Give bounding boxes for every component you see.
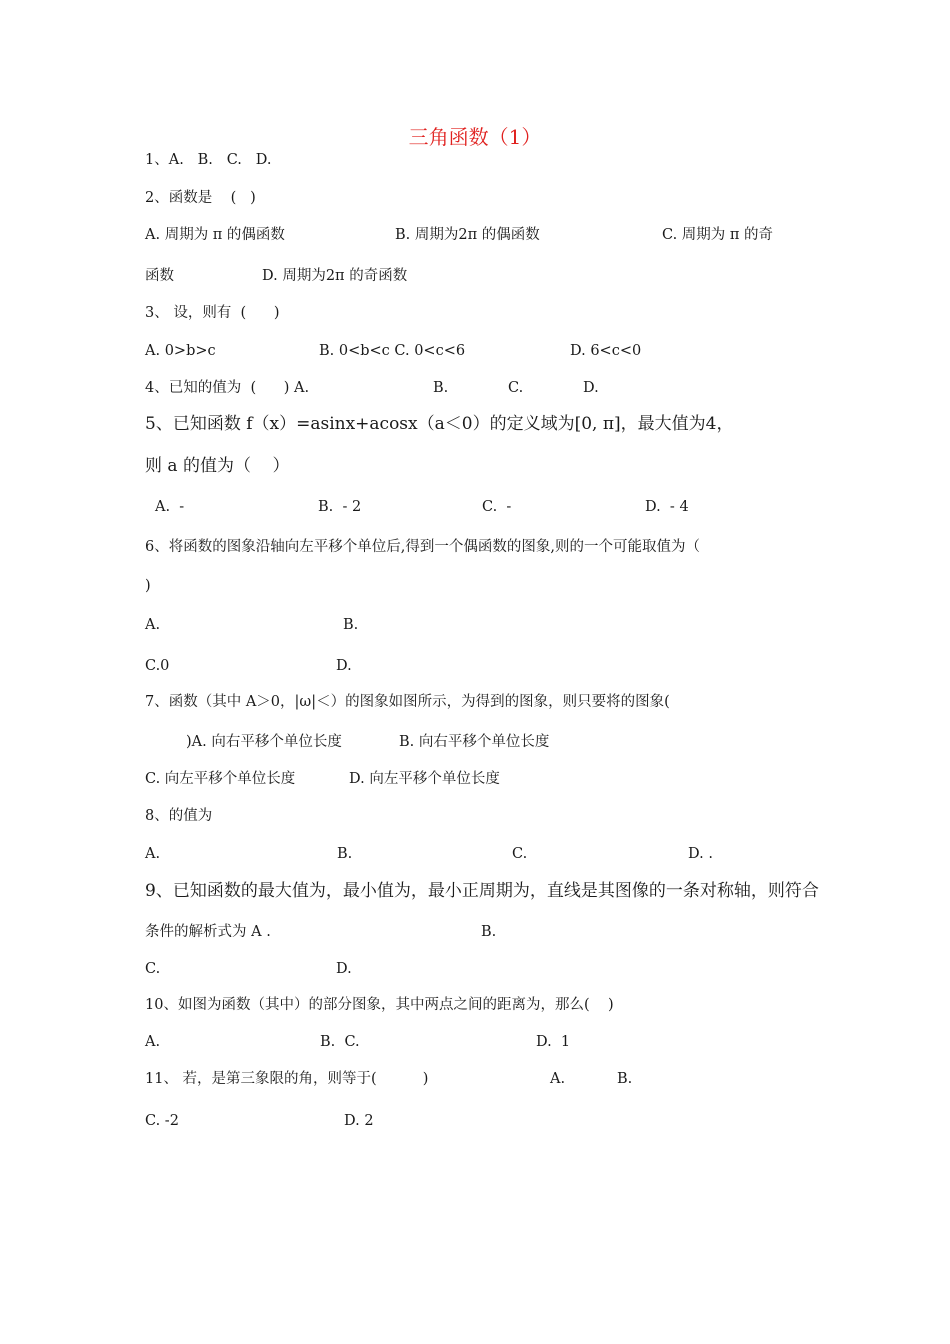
q5-text-0: 5、已知函数 f（x）=asinx+acosx（a＜0）的定义域为[0, π]，最大值为4， <box>145 414 734 434</box>
page-title: 三角函数（1） <box>408 125 542 149</box>
q9-opts-text-0: C. <box>145 961 161 977</box>
q7-text-0: 7、函数（其中 A＞0，|ω|＜）的图象如图所示，为得到的图象，则只要将的图象( <box>145 694 670 710</box>
q2-opts-text-2: C. 周期为 π 的奇 <box>662 227 774 243</box>
q5-opts-text-3: D. - 4 <box>645 499 689 515</box>
q8-opts-text-3: D. . <box>688 846 713 862</box>
q5-opts-text-0: A. - <box>155 499 185 515</box>
q9-text-0: 9、已知函数的最大值为，最小值为，最小正周期为，直线是其图像的一条对称轴，则符合 <box>145 881 819 901</box>
q2-opts2-text-1: D. 周期为2π 的奇函数 <box>262 268 408 284</box>
q2-opts2-text-0: 函数 <box>145 268 174 284</box>
q11-text-0: 11、 若，是第三象限的角，则等于( ) <box>145 1071 429 1087</box>
q7-2-text-1: B. 向右平移个单位长度 <box>399 734 550 750</box>
q3-opts-text-0: A. 0>b>c <box>145 343 216 359</box>
q10-opts-text-1: B. C. <box>320 1034 360 1050</box>
q2-opts-text-0: A. 周期为 π 的偶函数 <box>145 227 285 243</box>
q6-opts1-text-0: A. <box>145 617 161 633</box>
q1-text-0: 1、A. B. C. D. <box>145 152 272 168</box>
q11-opts-text-1: D. 2 <box>344 1113 374 1129</box>
q10-opts-text-2: D. 1 <box>536 1034 571 1050</box>
q9-opts-text-1: D. <box>336 961 352 977</box>
q8-opts-text-0: A. <box>145 846 161 862</box>
q4-text-1: B. <box>433 380 449 396</box>
q2-opts-text-1: B. 周期为2π 的偶函数 <box>395 227 540 243</box>
q7-3-text-0: C. 向左平移个单位长度 <box>145 771 296 787</box>
q6-opts1-text-1: B. <box>343 617 359 633</box>
q6-text-0: 6、将函数的图象沿轴向左平移个单位后,得到一个偶函数的图象,则的一个可能取值为（ <box>145 539 700 555</box>
q8-text-0: 8、的值为 <box>145 808 213 824</box>
q4-text-2: C. <box>508 380 524 396</box>
q10-opts-text-0: A. <box>145 1034 161 1050</box>
q9-2-text-0: 条件的解析式为 A . <box>145 924 271 940</box>
q3-opts-text-1: B. 0<b<c C. 0<c<6 <box>319 343 466 359</box>
q7-2-text-0: )A. 向右平移个单位长度 <box>186 734 342 750</box>
q2-text-0: 2、函数是 ( ) <box>145 190 256 206</box>
q4-text-0: 4、已知的值为 ( ) A. <box>145 380 310 396</box>
q6-opts2-text-0: C.0 <box>145 658 170 674</box>
q5-opts-text-1: B. - 2 <box>318 499 362 515</box>
q11-text-2: B. <box>617 1071 633 1087</box>
q11-opts-text-0: C. -2 <box>145 1113 179 1129</box>
q4-text-3: D. <box>583 380 599 396</box>
q9-2-text-1: B. <box>481 924 497 940</box>
q8-opts-text-2: C. <box>512 846 528 862</box>
q8-opts-text-1: B. <box>337 846 353 862</box>
q7-3-text-1: D. 向左平移个单位长度 <box>349 771 500 787</box>
q6-2-text-0: ) <box>145 578 151 594</box>
q5-2-text-0: 则 a 的值为（ ） <box>145 456 290 476</box>
q10-text-0: 10、如图为函数（其中）的部分图象，其中两点之间的距离为，那么( ) <box>145 997 614 1013</box>
q11-text-1: A. <box>550 1071 566 1087</box>
q3-text-0: 3、 设，则有 ( ) <box>145 305 280 321</box>
q6-opts2-text-1: D. <box>336 658 352 674</box>
q3-opts-text-2: D. 6<c<0 <box>570 343 642 359</box>
q5-opts-text-2: C. - <box>482 499 512 515</box>
